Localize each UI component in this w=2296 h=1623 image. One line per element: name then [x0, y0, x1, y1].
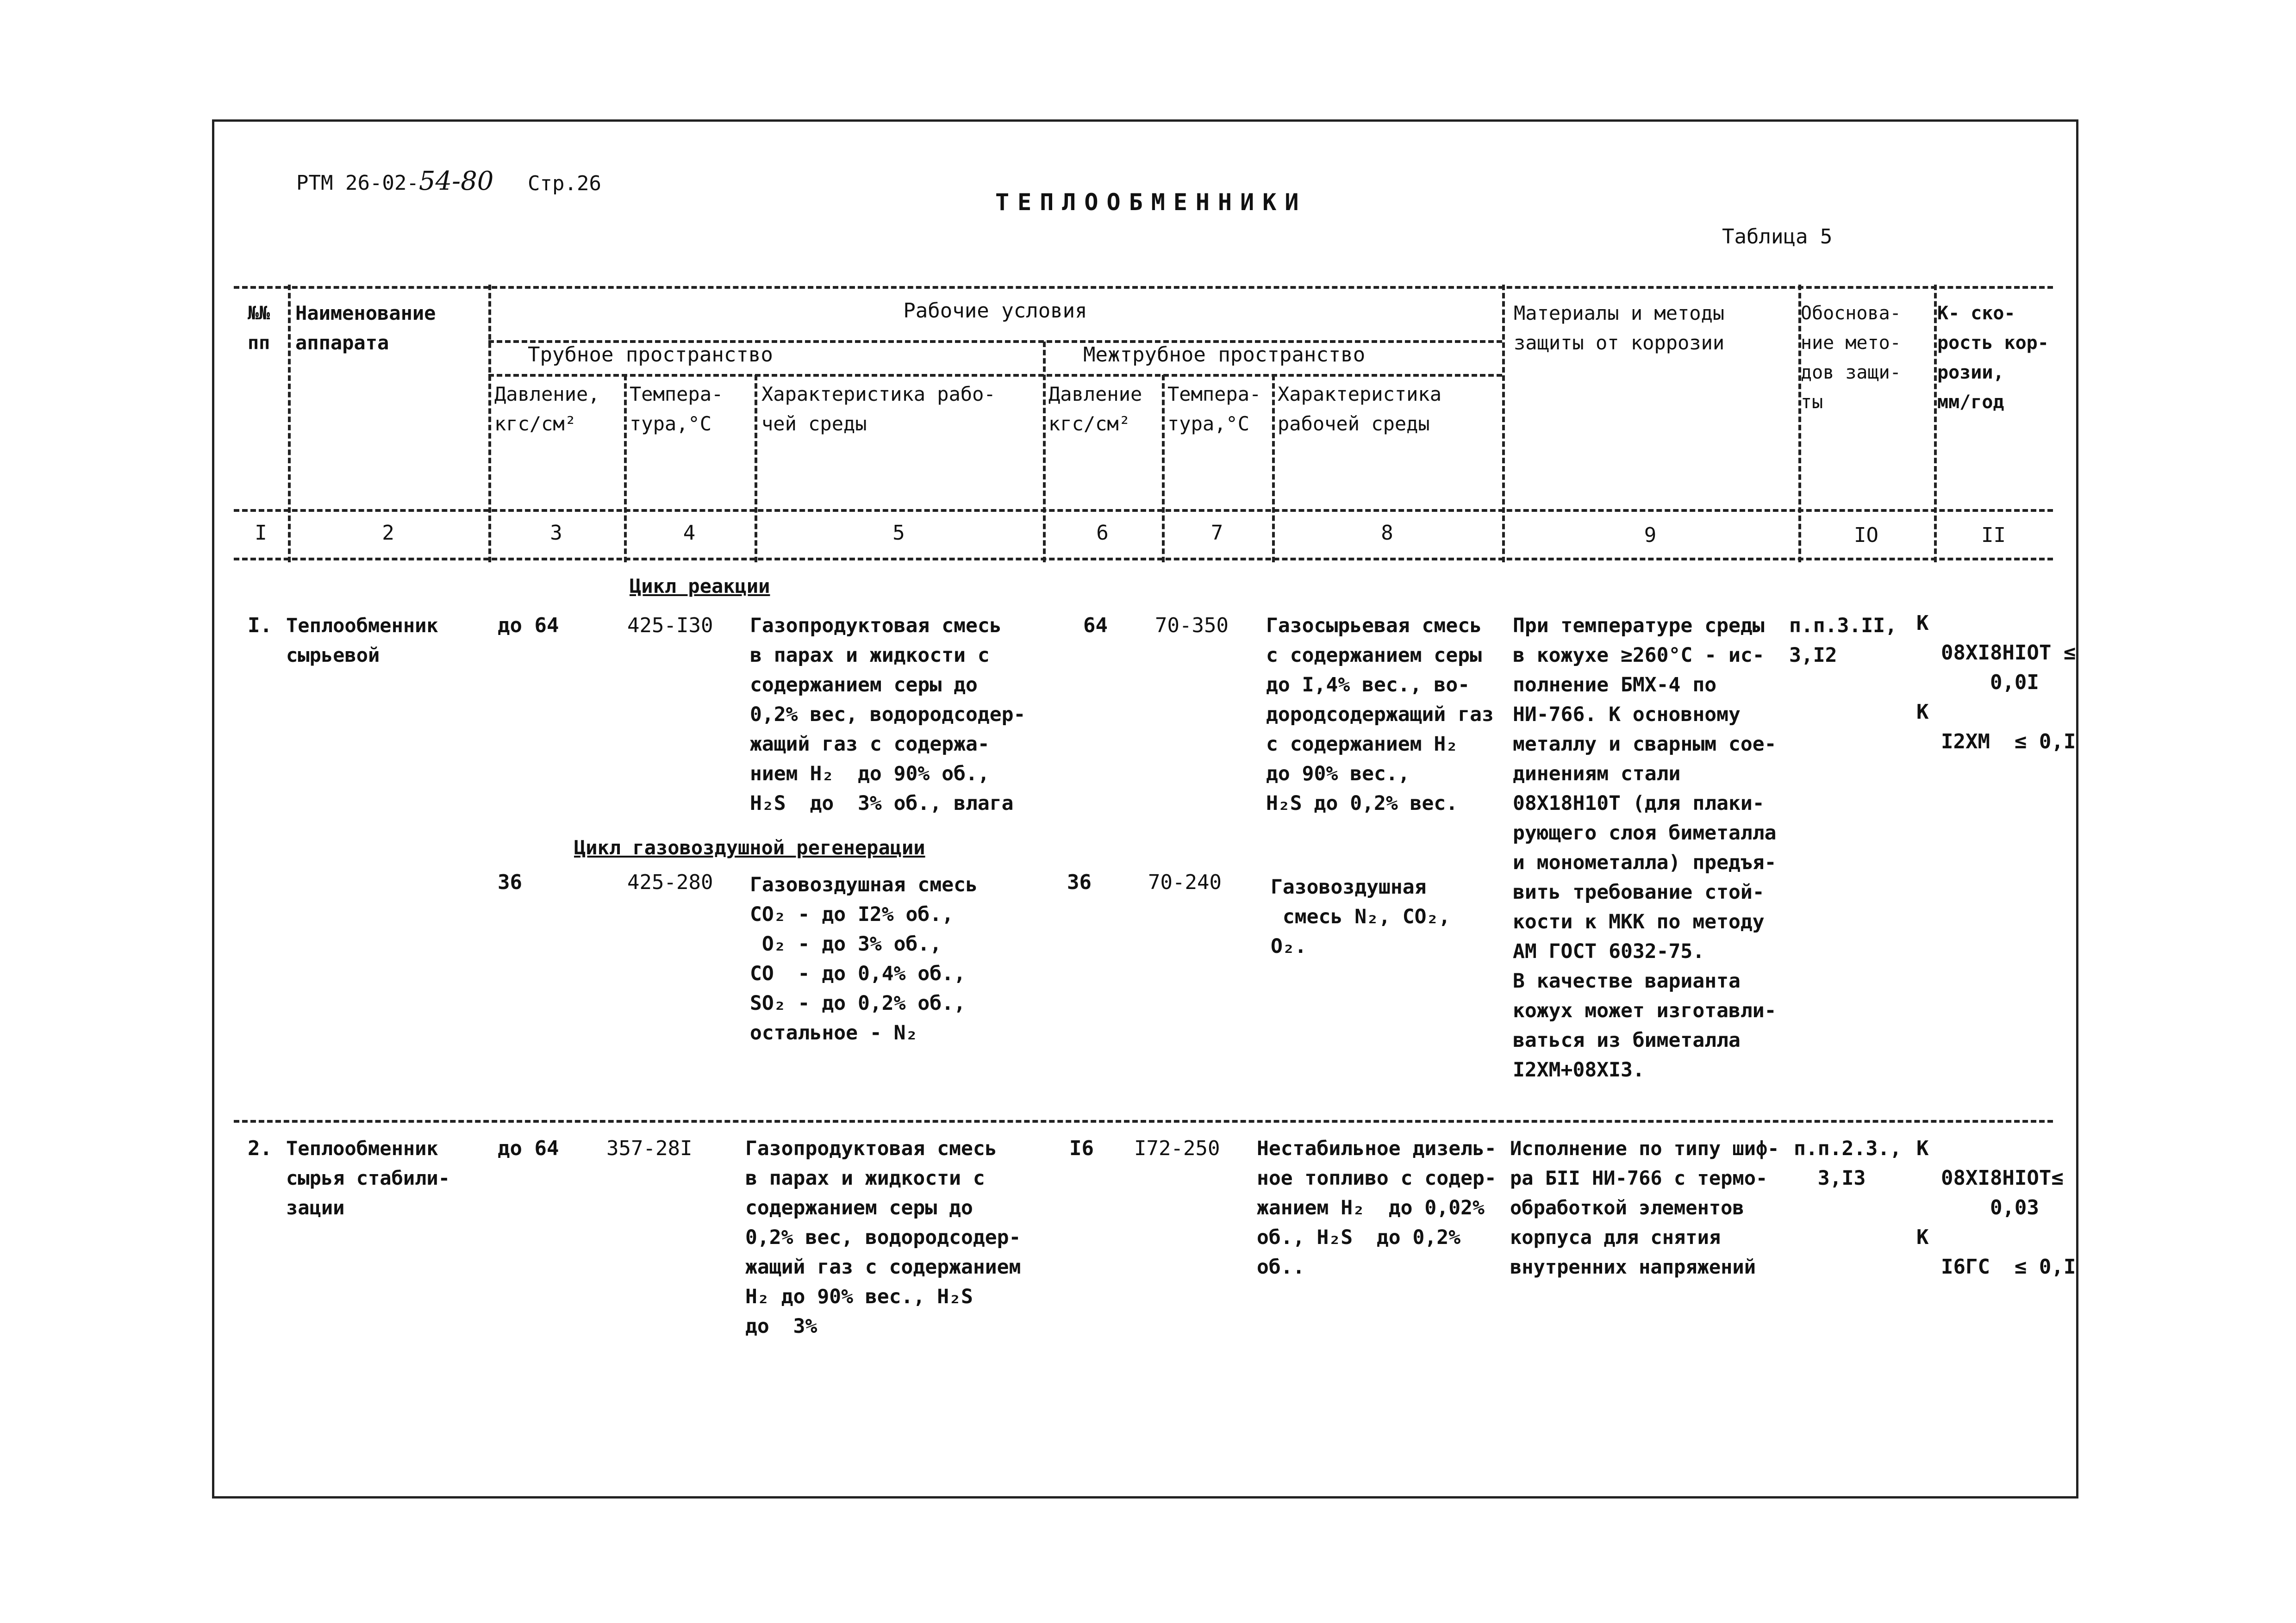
row-tube-pressure: до 64	[498, 614, 559, 637]
numbers-bottom-line	[234, 558, 2053, 560]
row-justification: п.п.2.3., 3,I3	[1794, 1137, 1902, 1190]
col-number: 8	[1381, 521, 1393, 545]
row-number: 2.	[248, 1137, 272, 1160]
col-header-pressure-2: Давление кгс/см²	[1048, 383, 1142, 435]
row-tube-temperature: 425-I30	[627, 614, 713, 637]
row-materials: При температуре среды в кожухе ≥260°С - ис- полнение БМХ-4 по НИ-766. К основному металлу и сварным сое- динениям стали 08Х18Н10Т (для плаки- рующего слоя биметалла и монометалла) предъя- вить требование стой- кости к МКК по методу АМ ГОСТ 6032-75. В качестве варианта кожух может изготавли- ваться из биметалла I2ХМ+08ХI3.	[1513, 614, 1777, 1082]
col-header-working-conditions: Рабочие условия	[903, 299, 1087, 323]
col-header-medium-2: Характеристика рабочей среды	[1278, 383, 1442, 435]
col-number: 6	[1096, 521, 1109, 545]
doc-code	[296, 167, 493, 198]
row-apparatus-name: Теплообменник сырьевой	[286, 614, 438, 666]
col-header-materials: Материалы и методы защиты от коррозии	[1514, 302, 1725, 354]
col-header-inter-space: Межтрубное пространство	[1083, 343, 1366, 367]
row-inter-temperature: I72-250	[1134, 1137, 1220, 1160]
row-inter-medium: Нестабильное дизель- ное топливо с содер- жанием H₂ до 0,02% об., H₂S до 0,2% об..	[1257, 1137, 1497, 1279]
row-tube-pressure: до 64	[498, 1137, 559, 1160]
col-header-justification: Обоснова- ние мето- дов защи- ты	[1801, 303, 1901, 413]
row-divider-line	[234, 1120, 2053, 1123]
page-title: ТЕПЛООБМЕННИКИ	[995, 189, 1307, 216]
doc-number-handwritten: 54-80	[418, 166, 494, 196]
row-tube-medium: Газопродуктовая смесь в парах и жидкости с содержанием серы до 0,2% вес, водородсодер- жащий газ с содержа- нием H₂ до 90% об., H₂S до 3% об., влага	[750, 614, 1026, 815]
header-top-line	[234, 286, 2053, 289]
col-header-num: №№ пп	[248, 303, 270, 354]
row-tube-medium: Газовоздушная смесь CO₂ - до I2% об., O₂ - до 3% об., CO - до 0,4% об., SO₂ - до 0,2% об., остальное - N₂	[750, 873, 978, 1045]
col-header-pressure-1: Давление, кгс/см²	[494, 383, 600, 435]
page-number: Стр.26	[528, 172, 601, 195]
col-header-tube-space: Трубное пространство	[528, 343, 773, 367]
row-inter-medium: Газосырьевая смесь с содержанием серы до I,4% вес., во- дородсодержащий газ с содержанием H₂ до 90% вес., H₂S до 0,2% вес.	[1266, 614, 1494, 815]
col-header-corrosion: К- ско- рость кор- розии, мм/год	[1937, 303, 2049, 413]
row-number: I.	[248, 614, 272, 637]
table-label: Таблица 5	[1722, 225, 1833, 249]
row-inter-pressure: 36	[1067, 871, 1092, 894]
row-tube-temperature: 357-28I	[606, 1137, 693, 1160]
row-apparatus-name: Теплообменник сырья стабили- зации	[286, 1137, 450, 1219]
col-number: 9	[1644, 523, 1657, 547]
row-inter-pressure: I6	[1069, 1137, 1094, 1160]
col-header-temp-1: Темпера- тура,°С	[630, 383, 724, 435]
header-bottom-line	[234, 509, 2053, 512]
col-number: II	[1981, 523, 2006, 547]
row-tube-medium: Газопродуктовая смесь в парах и жидкости с содержанием серы до 0,2% вес, водородсодер- жащий газ с содержанием H₂ до 90% вес., H₂S до 3%	[745, 1137, 1021, 1338]
row-corrosion-rate: К 08ХI8НIОТ≤ 0,03 К I6ГС ≤ 0,I	[1916, 1137, 2076, 1279]
row-inter-medium: Газовоздушная смесь N₂, CO₂, O₂.	[1271, 876, 1451, 958]
col-number: IO	[1854, 523, 1878, 547]
subheader-reaction-cycle: Цикл реакции	[630, 575, 770, 597]
col-number: 5	[892, 521, 905, 545]
col-number: 3	[550, 521, 562, 545]
row-inter-pressure: 64	[1083, 614, 1108, 637]
col-header-medium-1: Характеристика рабо- чей среды	[761, 383, 996, 435]
row-justification: п.п.3.II, 3,I2	[1789, 614, 1897, 667]
row-tube-pressure: 36	[498, 871, 522, 894]
col-number: 7	[1210, 521, 1223, 545]
row-corrosion-rate: К 08ХI8НIОТ ≤ 0,0I К I2ХМ ≤ 0,I	[1916, 611, 2076, 753]
row-inter-temperature: 70-350	[1155, 614, 1229, 637]
col-number: I	[255, 521, 267, 545]
row-inter-temperature: 70-240	[1148, 871, 1222, 894]
col-number: 2	[382, 521, 394, 545]
row-tube-temperature: 425-280	[627, 871, 713, 894]
col-number: 4	[683, 521, 696, 545]
subheader-regeneration-cycle: Цикл газовоздушной регенерации	[574, 836, 925, 859]
doc-code-prefix: РТМ 26-02-	[296, 171, 419, 195]
row-materials: Исполнение по типу шиф- ра БII НИ-766 с термо- обработкой элементов корпуса для снятия внутренних напряжений	[1510, 1137, 1779, 1278]
space-sub-line	[488, 374, 1502, 377]
col-header-temp-2: Темпера- тура,°С	[1167, 383, 1261, 435]
col-header-name: Наименование аппарата	[295, 302, 436, 354]
